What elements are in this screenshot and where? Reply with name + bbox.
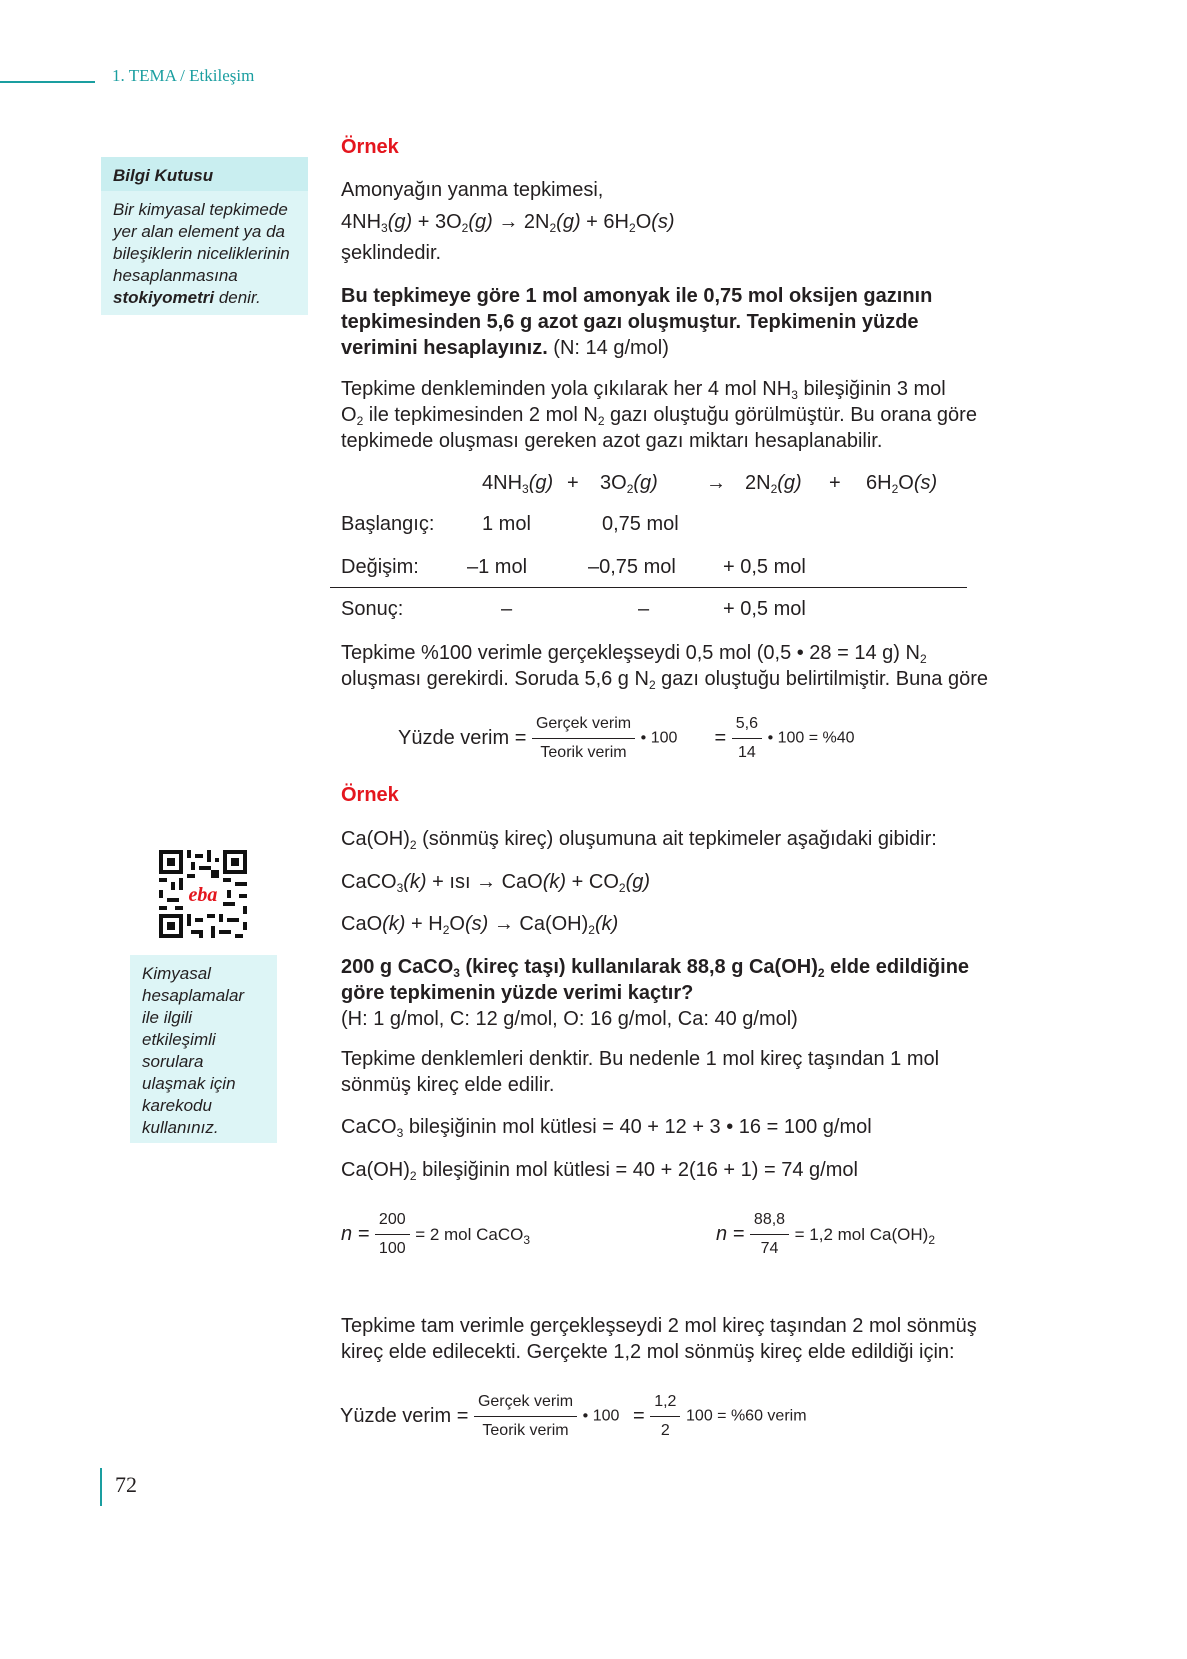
ex1-question: Bu tepkimeye göre 1 mol amonyak ile 0,75 mol oksijen gazının tepkimesinden 5,6 g azot gazı oluşmuştur. Tepkimenin yüzde verimini hesaplayınız. (N: 14 g/mol) <box>341 285 933 359</box>
ex1-after: şeklindedir. <box>341 242 442 264</box>
table-head-n2: $2N_2(g)$ <box>745 472 802 496</box>
info-box-text: Bir kimyasal tepkimede yer alan element ya da bileşiklerin niceliklerinin hesaplanmasına stokiyometri denir. <box>113 200 290 307</box>
row-result-label: Sonuç: <box>341 598 404 620</box>
ex2-question: 200 g CaCO$_3$ (kireç taşı) kullanılarak 88,8 g $Ca(OH)_2$ elde edildiğine göre tepkimenin yüzde verimi kaçtır? (H: 1 g/mol, C: 12 g/mol, O: 16 g/mol, Ca: 40 g/mol) <box>341 956 970 1030</box>
ex2-yield-formula: Yüzde verim = $\frac{\text{Gerçek verim}}{\text{Teorik verim}}$ • 100 = $\frac{1,2}{2}$ 100 = %60 verim <box>340 1393 807 1439</box>
ex2-moles-caco3: n = $\frac{200}{100}$ = 2 mol CaCO$_3$ <box>341 1211 531 1257</box>
ex2-molar-mass-caoh2: $Ca(OH)_2$ bileşiğinin mol kütlesi = 40 + 2(16 + 1) = 74 g/mol <box>341 1159 858 1183</box>
example-2-title: Örnek <box>341 784 399 806</box>
page-number: 72 <box>115 1472 137 1497</box>
ex1-continuation: Tepkime %100 verimle gerçekleşseydi 0,5 mol (0,5 • 28 = 14 g) $N_2$ oluşması gerekirdi. Soruda 5,6 g $N_2$ gazı oluştuğu belirtilmiştir. Buna göre <box>341 642 989 692</box>
ex2-explanation: Tepkime denklemleri denktir. Bu nedenle 1 mol kireç taşından 1 mol sönmüş kireç elde edilir. <box>341 1048 940 1096</box>
table-divider <box>330 587 967 588</box>
row-change-label: Değişim: <box>341 556 419 578</box>
header-rule <box>0 81 95 83</box>
ex1-explanation: Tepkime denkleminden yola çıkılarak her 4 mol $NH_3$ bileşiğinin 3 mol $O_2$ ile tepkimesinden 2 mol $N_2$ gazı oluştuğu görülmüştür. Bu orana göre tepkimede oluşması gereken azot gazı miktarı hesaplanabilir. <box>341 378 977 452</box>
ex2-moles-caoh2: n = $\frac{88,8}{74}$ = 1,2 mol $Ca(OH)_2$ <box>716 1211 935 1257</box>
table-head-h2o: $6H_2O(s)$ <box>866 472 938 496</box>
ex2-reaction-2: $CaO(k) + H_2O(s) \to Ca(OH)_2(k)$ <box>341 913 619 937</box>
ex1-yield-formula: Yüzde verim = $\frac{\text{Gerçek verim}}{\text{Teorik verim}}$ • 100 = $\frac{5,6}{14}$ • 100 = %40 <box>398 715 855 761</box>
ex2-reaction-1: CaCO$_3$(k) + ısı → $CaO(k) + CO_2(g)$ <box>341 871 651 895</box>
ex1-reaction: $4NH_3(g) + 3O_2(g) \to 2N_2(g) + 6H_2O(s)$ <box>341 211 675 235</box>
ex1-intro: Amonyağın yanma tepkimesi, <box>341 179 604 201</box>
ex2-conclusion: Tepkime tam verimle gerçekleşseydi 2 mol kireç taşından 2 mol sönmüş kireç elde edilecekti. Gerçekte 1,2 mol sönmüş kireç elde edildiği için: <box>341 1315 977 1363</box>
table-head-nh3: $4NH_3(g)$ <box>482 472 554 496</box>
info-box <box>101 157 308 315</box>
stoichiometry-table: $4NH_3(g)$ + $3O_2(g)$ → $2N_2(g)$ + $6H_2O(s)$ Başlangıç: 1 mol 0,75 mol Değişim: –1 mol –0,75 mol + 0,5 mol Sonuç: – – + 0,5 mol <box>330 466 970 626</box>
ex2-intro: $Ca(OH)_2$ (sönmüş kireç) oluşumuna ait tepkimeler aşağıdaki gibidir: <box>341 828 937 852</box>
info-box-title: Bilgi Kutusu <box>101 157 308 191</box>
page-number-rule <box>100 1468 102 1506</box>
term-stokiyometri: stokiyometri <box>113 288 215 307</box>
row-start-label: Başlangıç: <box>341 513 435 535</box>
example-1-title: Örnek <box>341 136 399 158</box>
eba-logo: eba <box>188 884 218 906</box>
qr-code-icon[interactable] <box>155 846 251 942</box>
table-head-o2: $3O_2(g)$ <box>600 472 658 496</box>
qr-info-box: Kimyasal hesaplamalar ile ilgili etkileşimli sorulara ulaşmak için karekodu kullanınız. <box>130 955 277 1143</box>
chapter-title: 1. TEMA / Etkileşim <box>112 66 255 85</box>
ex2-molar-mass-caco3: CaCO$_3$ bileşiğinin mol kütlesi = 40 + 12 + 3 • 16 = 100 g/mol <box>341 1116 872 1140</box>
